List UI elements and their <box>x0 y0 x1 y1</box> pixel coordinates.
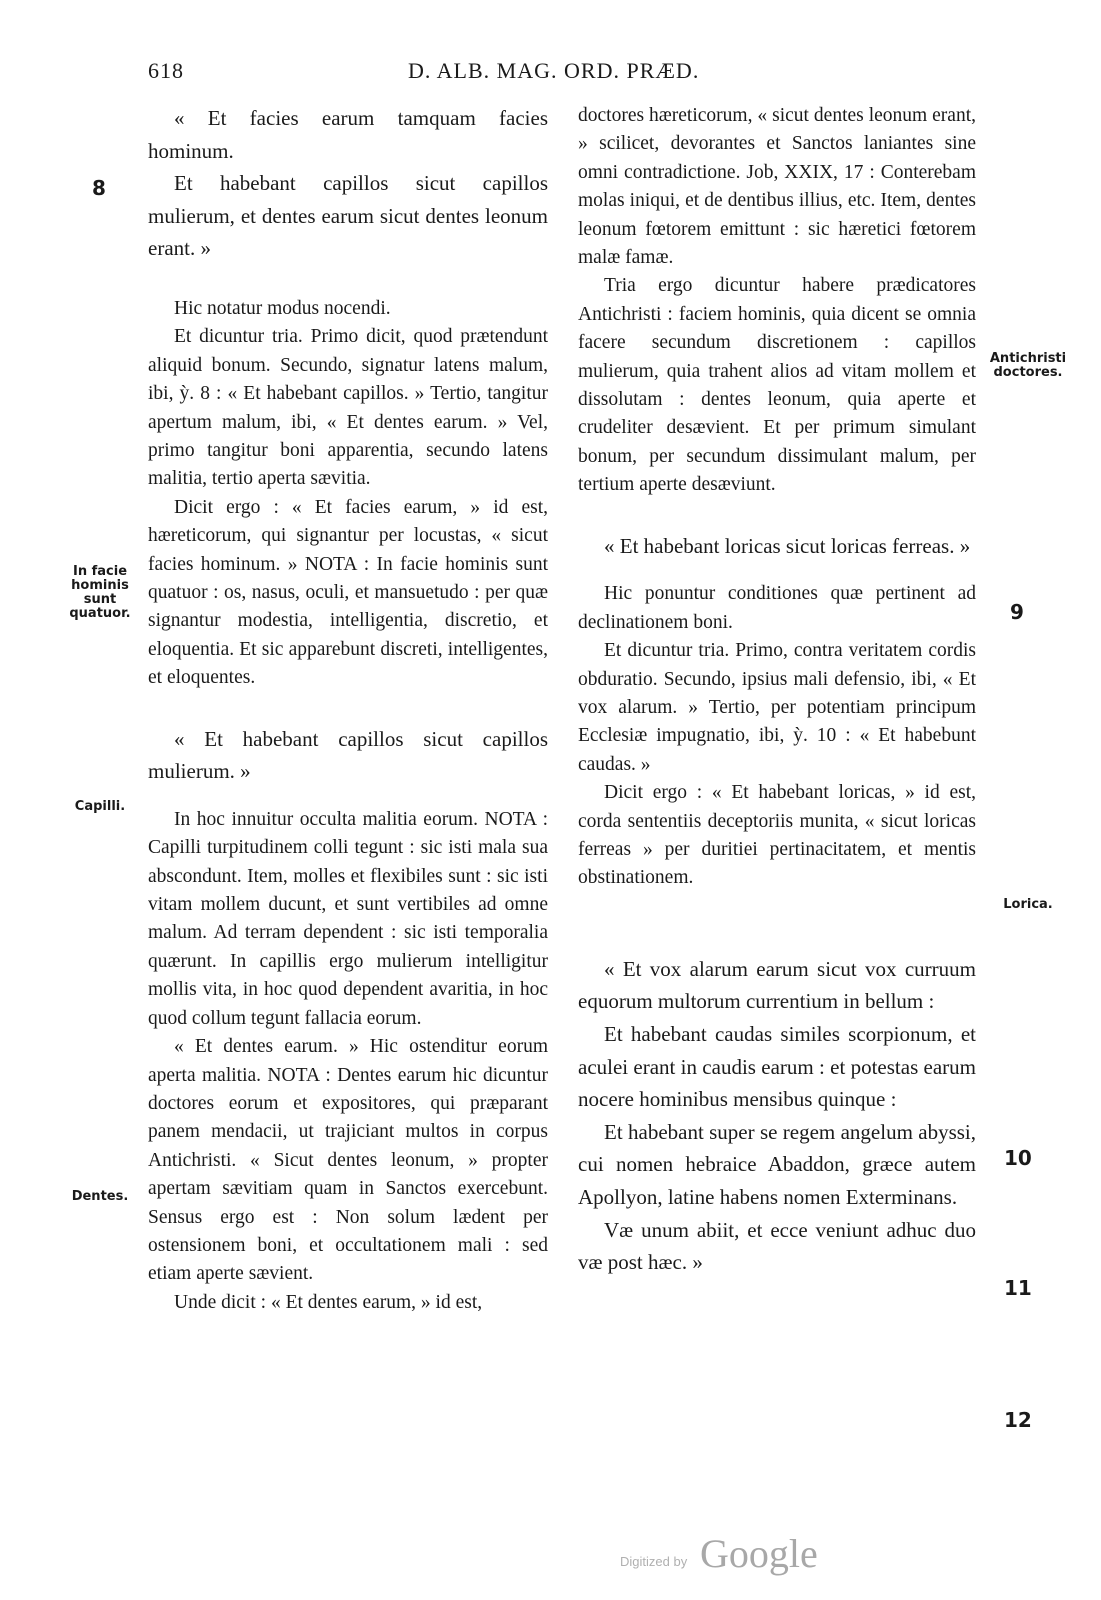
running-header <box>148 58 978 94</box>
commentary-paragraph: doctores hæreticorum, « sicut dentes leonum erant, » scilicet, devorantes et Sanctos laniantes sine omni contradictione. Job, XXIX, 17 : Conterebam molas iniqui, et de dentibus illius, etc. Item, dentes leonum fœtorem emittunt : sic hæretici fœtorem malæ famæ. <box>578 105 976 269</box>
verse-number-11: 11 <box>1004 1276 1032 1300</box>
left-column <box>148 102 548 1317</box>
verse-number-9: 9 <box>1010 600 1024 624</box>
digitized-label: Digitized by <box>620 1554 688 1569</box>
google-logo: Google <box>700 1531 818 1576</box>
margin-note-antichristi: Antichristi doctores. <box>989 351 1067 380</box>
margin-note-dentes: Dentes. <box>71 1189 129 1204</box>
margin-note-capilli: Capilli. <box>74 799 126 814</box>
commentary-paragraph: Et dicuntur tria. Primo dicit, quod prætendunt aliquid bonum. Secundo, signatur latens malum, ibi, ỳ. 8 : « Et habebant capillos. » Tertio, tangitur apertum malum, ibi, « Et dentes earum. » Vel, primo tangitur boni apparentia, secundo latens malitia, tertio aperta sævitia. <box>148 326 548 490</box>
verse-number-10: 10 <box>1004 1146 1032 1170</box>
verse-text: Et habebant super se regem angelum abyssi, cui nomen hebraice Abaddon, græce autem Apollyon, latine habens nomen Exterminans. <box>578 1119 976 1209</box>
verse-text: Et habebant caudas similes scorpionum, et aculei erant in caudis earum : et potestas earum nocere hominibus mensibus quinque : <box>578 1021 976 1112</box>
verse-text: Et habebant capillos sicut capillos mulierum, et dentes earum sicut dentes leonum erant. » <box>148 171 548 261</box>
commentary-paragraph: In hoc innuitur occulta malitia eorum. NOTA : Capilli turpitudinem colli tegunt : sic isti mala sua abscondunt. Item, molles et flexibiles sunt : sic isti vitam mollem ducunt, et sunt vertibiles ad omne malum. Ad terram dependent : sic isti temporalia quærunt. In capillis ergo mulierum intelligitur mollis vita, in hoc quod dependent avaritia, in hoc quod collum tegunt fallacia eorum. <box>148 808 548 1029</box>
commentary-paragraph: « Et dentes earum. » Hic ostenditur eorum aperta malitia. NOTA : Dentes earum hic dicuntur doctores eorum et expositores, qui præparant panem mendacii, ut trajiciant multos in corpus Antichristi. « Sicut dentes leonum, » propter apertam sævitiam quam in Sanctos exercebunt. Sensus ergo est : Non solum lædent per ostensionem boni, et occultationem mali : sed etiam aperte sævient. <box>148 1036 548 1285</box>
page-number: 618 <box>148 58 184 83</box>
verse-number-8: 8 <box>92 176 106 200</box>
verse-text: « Et vox alarum earum sicut vox curruum equorum multorum currentium in bellum : <box>578 956 976 1014</box>
commentary-paragraph: Unde dicit : « Et dentes earum, » id est, <box>174 1291 483 1313</box>
margin-note-lorica: Lorica. <box>1003 897 1053 912</box>
running-title: D. ALB. MAG. ORD. PRÆD. <box>408 58 700 83</box>
right-column <box>578 102 976 1279</box>
verse-text: « Et habebant loricas sicut loricas ferreas. » <box>604 533 971 558</box>
commentary-paragraph: Hic notatur modus nocendi. <box>174 297 391 319</box>
margin-note-in-facie: In facie hominis sunt quatuor. <box>69 564 131 621</box>
commentary-paragraph: Dicit ergo : « Et facies earum, » id est, hæreticorum, qui signantur per locustas, « sicut facies hominum. » NOTA : In facie hominis sunt quatuor : os, nasus, oculi, et mansuetudo : per quæ signantur modestia, intelligentia, discretio, et eloquentia. Et sic apparebunt discreti, intelligentes, et eloquentes. <box>148 496 548 689</box>
commentary-paragraph: Tria ergo dicuntur habere prædicatores Antichristi : faciem hominis, quia dicent se omnia facere secundum discretionem : capillos mulierum, quia trahent alios ad vitam mollem et dissolutam : dentes leonum, quia aperte et crudeliter desævient. Et per primum simulant bonum, per secundum dissimulant malum, per tertium aperte desæviunt. <box>578 275 976 496</box>
commentary-paragraph: Et dicuntur tria. Primo, contra veritatem cordis obduratio. Secundo, ipsius mali defensio, ibi, « Et vox alarum. » Tertio, per potentiam principum Ecclesiæ impugnatio, ibi, ỳ. 10 : « Et habebunt caudas. » <box>578 640 976 775</box>
commentary-paragraph: Dicit ergo : « Et habebant loricas, » id est, corda sententiis deceptoriis munita, « sicut loricas ferreas » per duritiei pertinacitatem, et mentis obstinationem. <box>578 782 976 889</box>
verse-number-12: 12 <box>1004 1408 1032 1432</box>
verse-text: Væ unum abiit, et ecce veniunt adhuc duo væ post hæc. » <box>578 1217 976 1275</box>
commentary-paragraph: Hic ponuntur conditiones quæ pertinent ad declinationem boni. <box>578 583 976 633</box>
verse-text: « Et facies earum tamquam facies hominum. <box>148 106 548 163</box>
verse-text: « Et habebant capillos sicut capillos mulierum. » <box>148 726 548 784</box>
